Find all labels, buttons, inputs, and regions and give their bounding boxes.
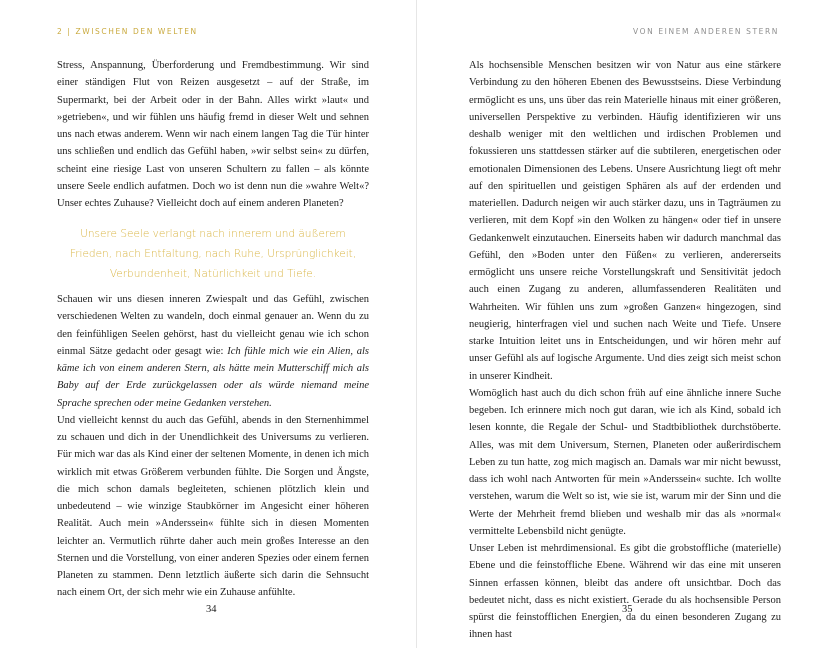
paragraph: Womöglich hast auch du dich schon früh auf eine ähnliche innere Suche begeben. Ich erinnere mich noch gut daran, wie ich als Kind, sobald ich lesen konnte, die Regale der Schul- und Stadtbibliothek durchstöberte. Alles, was mit dem Universum, Sternen, Planeten oder außerirdischem Leben zu tun hatte, zog mich magisch an. Damals war mir nicht bewusst, dass ich wohl nach Antworten für mein »Anderssein« suchte. Ich wollte verstehen, warum die Welt so ist, wie sie ist, warum mir der Sinn und die Werte der Mehrheit fremd blieben und weshalb mir das als »normal« vermittelte Lebensbild nicht genügte. <box>469 387 781 537</box>
paragraph-text: Schauen wir uns diesen inneren Zwiespalt und das Gefühl, zwischen verschiedenen Welten zu wandeln, doch einmal genauer an. Wenn du zu den feinfühligen Seelen gehörst, hast du vielleicht genau wie ich schon einmal Sätze gedacht oder gesagt wie: <box>57 294 369 357</box>
page-number: 34 <box>206 604 217 615</box>
paragraph <box>57 291 369 412</box>
pull-quote: Unsere Seele verlangt nach innerem und äußerem Frieden, nach Entfaltung, nach Ruhe, Ursprünglichkeit, Verbundenheit, Natürlichkeit und Tiefe. <box>69 228 357 280</box>
paragraph: Und vielleicht kennst du auch das Gefühl, abends in den Sternenhimmel zu schauen und dich in der Unendlichkeit des Universums zu verlieren. Für mich war das als Kind einer der seltenen Momente, in denen ich mich wirklich mit etwas Größerem verbunden fühlte. Die Sorgen und Ängste, die mich schon damals begleiteten, schienen plötzlich klein und unbedeutend – wie winzige Staubkörner im Angesicht einer höheren Realität. Auch mein »Anderssein« fühlte sich in diesen Momenten leichter an. Vermutlich rührte daher auch mein großes Interesse an den Sternen und die Vorstellung, von einer anderen Spezies oder einem fernen Planeten zu stammen. Denn letztlich äußerte sich darin die Sehnsucht nach einem Ort, der sich mehr wie ein Zuhause anfühlte. <box>57 414 369 599</box>
body-text <box>469 57 781 644</box>
body-text-bottom <box>57 291 369 602</box>
paragraph: Unser Leben ist mehrdimensional. Es gibt die grobstoffliche (materielle) Ebene und die feinstoffliche Ebene. Während wir das eine mit unseren Sinnen erfassen können, bleibt das andere oft unsichtbar. Doch das bedeutet nicht, dass es nicht existiert. Gerade du als hochsensible Person spürst die feinstofflichen Energien, da du einen besonderen Zugang zu ihnen hast <box>469 543 781 641</box>
right-page <box>417 0 833 648</box>
paragraph: Stress, Anspannung, Überforderung und Fremdbestimmung. Wir sind einer ständigen Flut von Reizen ausgesetzt – auf der Straße, im Supermarkt, bei der Arbeit oder in der Bahn. Alles wirkt »laut« und »getrieben«, und wir fühlen uns häufig fremd in dieser Welt und sehnen uns nach etwas anderem. Wenn wir nach einem langen Tag die Tür hinter uns schließen und endlich das Gefühl haben, »wir selbst sein« zu dürfen, scheint eine riesige Last von unseren Schultern zu fallen – als könnte unsere Seele endlich aufatmen. Doch wo ist denn nun die »wahre Welt«? Unser echtes Zuhause? Vielleicht doch auf einem anderen Planeten? <box>57 60 369 209</box>
body-text-top <box>57 57 369 212</box>
chapter-header: 2 | ZWISCHEN DEN WELTEN <box>57 27 198 36</box>
running-header: VON EINEM ANDEREN STERN <box>633 27 779 36</box>
left-page <box>0 0 416 648</box>
page-number: 35 <box>622 604 633 615</box>
italic-quote-text: Ich fühle mich wie ein Alien, als käme ich von einem anderen Stern, als hätte mein Mutterschiff mich als Baby auf der Erde zurückgelassen oder als würde niemand meine Sprache sprechen oder meine Gedanken verstehen. <box>57 345 369 409</box>
paragraph: Als hochsensible Menschen besitzen wir von Natur aus eine stärkere Verbindung zu den höheren Ebenen des Bewusstseins. Diese Verbindung ermöglicht es uns, uns über das rein Materielle hinaus mit einer größeren, universellen Perspektive zu verbinden. Häufig identifizieren wir uns deshalb weniger mit den weltlichen und irdischen Problemen und fokussieren uns stattdessen stärker auf die subtileren, energetischen oder emotionalen Dimensionen des Lebens. Unsere Ausrichtung liegt oft mehr auf den spirituellen und geistigen Sphären als auf der erdenden und materiellen. Dadurch neigen wir auch stärker dazu, uns in Tagträumen zu verlieren, mit dem Kopf »in den Wolken zu hängen« oder tief in unsere Gedankenwelt einzutauchen. Einerseits haben wir dadurch manchmal das Gefühl, den »Boden unter den Füßen« zu verlieren, andererseits ermöglicht uns unsere reiche Vorstellungskraft und Sensitivität jedoch auch einen Zugang zu anderen, allumfassenderen Realitäten und Wahrheiten. Wir fühlen uns zum »großen Ganzen« hingezogen, sind neugierig, hinterfragen viel und suchen nach Weite und Tiefe. Unsere starke Intuition leitet uns in Entscheidungen, und wir hören mehr auf unser Gefühl als auf logische Argumente. Und dies zeigt sich meist schon in unserer Kindheit. <box>469 60 781 382</box>
